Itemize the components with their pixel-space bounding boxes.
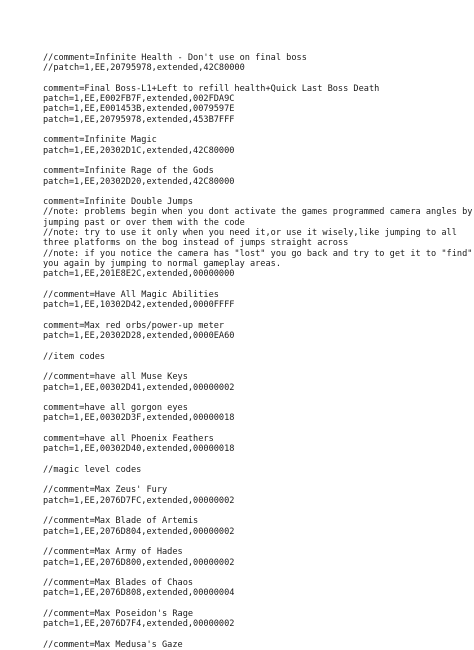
blank-line xyxy=(43,187,465,197)
blank-line xyxy=(43,393,465,403)
blank-line xyxy=(43,455,465,465)
code-line: patch=1,EE,00302D3F,extended,00000018 xyxy=(43,413,235,424)
code-line: comment=Max red orbs/power-up meter xyxy=(43,320,225,331)
blank-line xyxy=(43,599,465,609)
code-line: three platforms on the bog instead of jumps straight across xyxy=(43,238,349,249)
code-line: //comment=Max Zeus' Fury xyxy=(43,485,168,496)
code-line: comment=Infinite Rage of the Gods xyxy=(43,166,214,177)
code-line: //magic level codes xyxy=(43,464,142,475)
code-line: //comment=Max Blades of Chaos xyxy=(43,578,194,589)
code-line: //comment=Max Poseidon's Rage xyxy=(43,609,194,620)
cheat-code-listing xyxy=(43,53,473,650)
code-line: patch=1,EE,00302D41,extended,00000002 xyxy=(43,382,235,393)
code-line: //comment=have all Muse Keys xyxy=(43,372,188,383)
code-line: //comment=Infinite Health - Don't use on final boss xyxy=(43,53,307,63)
code-line: //note: if you notice the camera has "lost" you go back and try to get it to "find" xyxy=(43,248,473,259)
code-line: patch=1,EE,2076D804,extended,00000002 xyxy=(43,526,235,537)
blank-line xyxy=(43,362,465,372)
code-line: //note: try to use it only when you need it,or use it wisely,like jumping to all xyxy=(43,228,457,239)
code-line: patch=1,EE,00302D40,extended,00000018 xyxy=(43,444,235,455)
code-line: patch=1,EE,E002FB7F,extended,002FDA9C xyxy=(43,94,235,105)
code-line: //item codes xyxy=(43,351,106,362)
code-line: //comment=Have All Magic Abilities xyxy=(43,289,219,300)
code-line: //comment=Max Medusa's Gaze xyxy=(43,639,183,650)
blank-line xyxy=(43,125,465,135)
code-line: patch=1,EE,10302D42,extended,0000FFFF xyxy=(43,300,235,311)
code-line: //comment=Max Army of Hades xyxy=(43,547,183,558)
code-line: comment=Final Boss-L1+Left to refill health+Quick Last Boss Death xyxy=(43,83,380,94)
blank-line xyxy=(43,280,465,290)
code-line: comment=have all gorgon eyes xyxy=(43,403,188,414)
code-line: patch=1,EE,2076D7F4,extended,00000002 xyxy=(43,619,235,630)
blank-line xyxy=(43,74,465,84)
code-line: //patch=1,EE,20795978,extended,42C80000 xyxy=(43,63,245,74)
code-line: //note: problems begin when you dont activate the games programmed camera angles by xyxy=(43,207,473,218)
code-line: patch=1,EE,20302D1C,extended,42C80000 xyxy=(43,145,235,156)
blank-line xyxy=(43,568,465,578)
blank-line xyxy=(43,475,465,485)
code-line: jumping past or over them with the code xyxy=(43,217,245,228)
blank-line xyxy=(43,424,465,434)
code-line: comment=Infinite Double Jumps xyxy=(43,197,194,208)
code-line: comment=Infinite Magic xyxy=(43,135,157,146)
code-line: patch=1,EE,2076D800,extended,00000002 xyxy=(43,557,235,568)
blank-line xyxy=(43,156,465,166)
code-line: patch=1,EE,2076D808,extended,00000004 xyxy=(43,588,235,599)
code-line: patch=1,EE,2076D7FC,extended,00000002 xyxy=(43,495,235,506)
blank-line xyxy=(43,537,465,547)
blank-line xyxy=(43,506,465,516)
code-line: patch=1,EE,20302D20,extended,42C80000 xyxy=(43,176,235,187)
code-line: //comment=Max Blade of Artemis xyxy=(43,516,199,527)
code-line: you again by jumping to normal gameplay areas. xyxy=(43,258,281,269)
code-line: patch=1,EE,E001453B,extended,0079597E xyxy=(43,104,235,115)
blank-line xyxy=(43,310,465,320)
code-line: patch=1,EE,20302D28,extended,0000EA60 xyxy=(43,331,235,342)
blank-line xyxy=(43,630,465,640)
code-line: patch=1,EE,20795978,extended,453B7FFF xyxy=(43,114,235,125)
code-line: patch=1,EE,201E8E2C,extended,00000000 xyxy=(43,269,235,280)
blank-line xyxy=(43,341,465,351)
code-line: comment=have all Phoenix Feathers xyxy=(43,433,214,444)
